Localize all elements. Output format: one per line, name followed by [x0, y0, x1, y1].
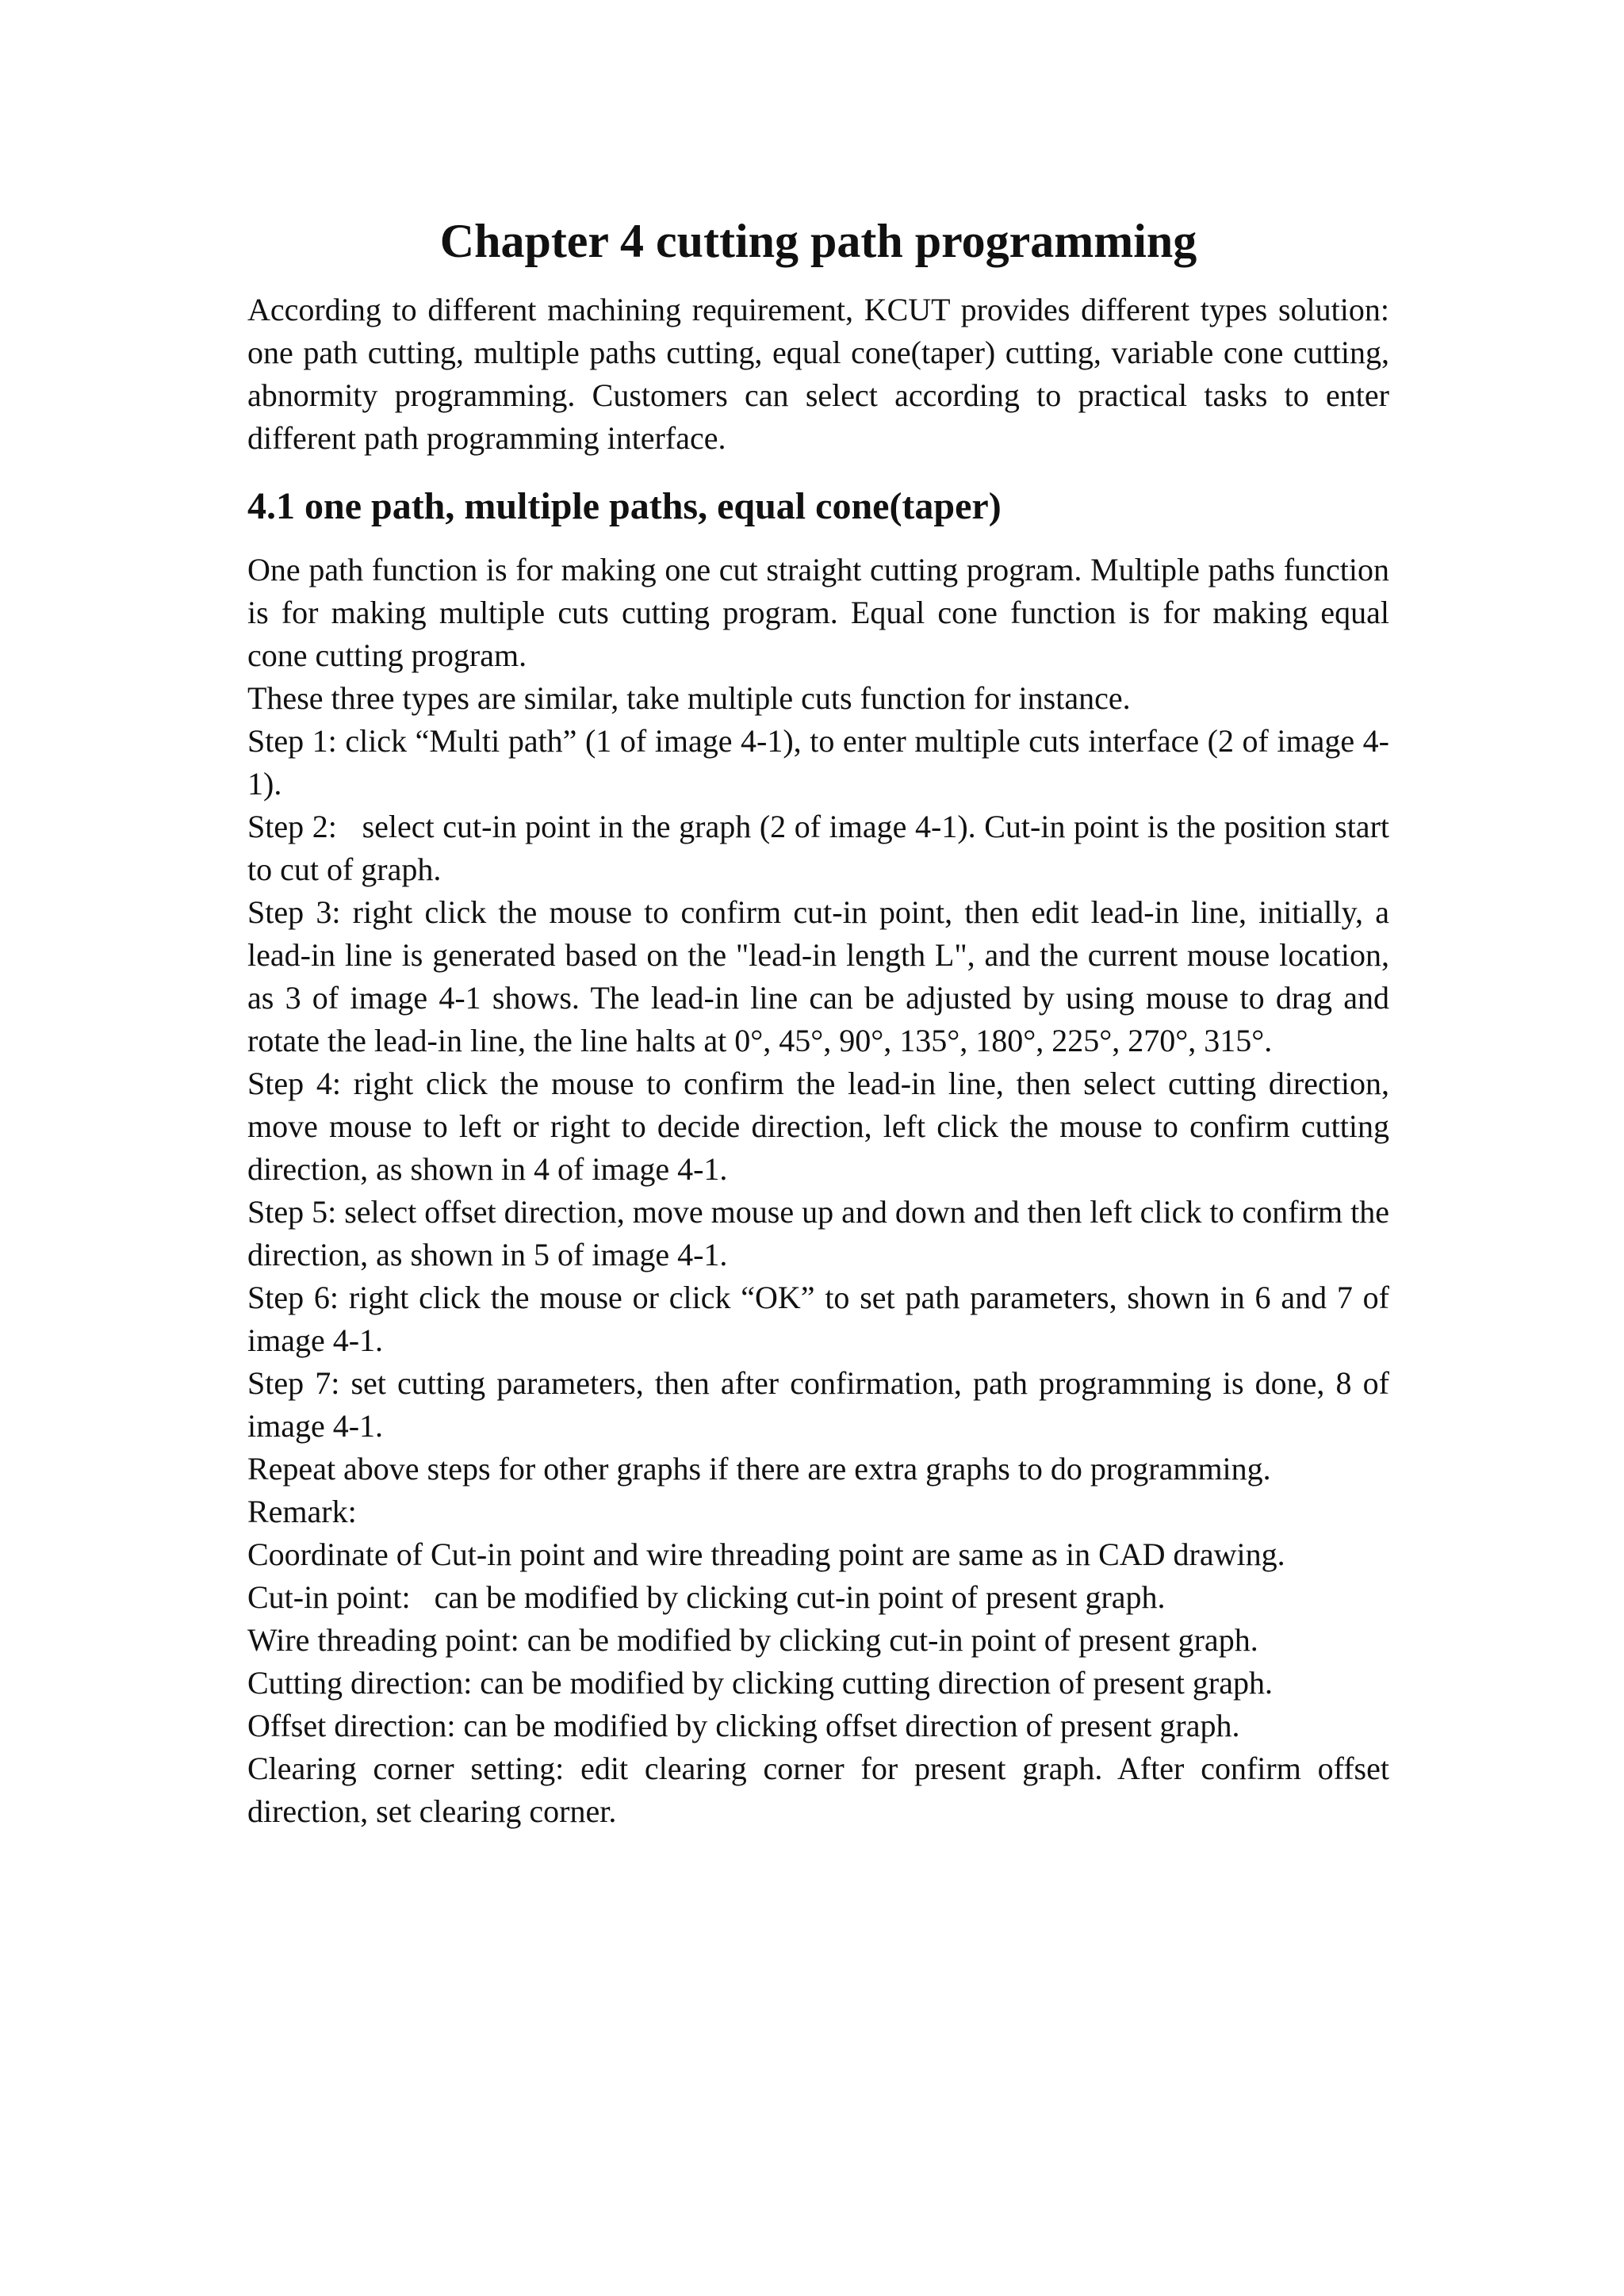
step-6: Step 6: right click the mouse or click “OK” to set path parameters, shown in 6 and 7 of image 4-1.: [247, 1280, 1389, 1358]
step-5: Step 5: select offset direction, move mouse up and down and then left click to confirm the direction, as shown in 5 of image 4-1.: [247, 1194, 1389, 1272]
chapter-title: Chapter 4 cutting path programming: [439, 215, 1197, 267]
remark-coordinate: Coordinate of Cut-in point and wire threading point are same as in CAD drawing.: [247, 1536, 1285, 1572]
remark-offset-direction: Offset direction: can be modified by clicking offset direction of present graph.: [247, 1708, 1240, 1743]
remark-cutting-direction: Cutting direction: can be modified by clicking cutting direction of present graph.: [247, 1665, 1273, 1701]
remark-clearing-corner: Clearing corner setting: edit clearing corner for present graph. After confirm offset direction, set clearing corner.: [247, 1751, 1389, 1829]
remark-label: Remark:: [247, 1494, 357, 1529]
intro-paragraph: According to different machining requirement, KCUT provides different types solution: one path cutting, multiple paths cutting, equal cone(taper) cutting, variable cone cutting, abnormity programming. Customers can select according to practical tasks to enter different path programming interface.: [247, 292, 1389, 456]
remark-cut-in-point: Cut-in point: can be modified by clicking cut-in point of present graph.: [247, 1579, 1166, 1615]
step-4: Step 4: right click the mouse to confirm the lead-in line, then select cutting direction, move mouse to left or right to decide direction, left click the mouse to confirm cutting direction, as shown in 4 of image 4-1.: [247, 1066, 1389, 1187]
step-3: Step 3: right click the mouse to confirm cut-in point, then edit lead-in line, initially, a lead-in line is generated based on the "lead-in length L", and the current mouse location, as 3 of image 4-1 shows. The lead-in line can be adjusted by using mouse to drag and rotate the lead-in line, the line halts at 0°, 45°, 90°, 135°, 180°, 225°, 270°, 315°.: [247, 894, 1389, 1058]
step-7: Step 7: set cutting parameters, then after confirmation, path programming is done, 8 of image 4-1.: [247, 1365, 1389, 1444]
remark-wire-threading-point: Wire threading point: can be modified by clicking cut-in point of present graph.: [247, 1622, 1258, 1658]
body-paragraph-functions: One path function is for making one cut straight cutting program. Multiple paths function is for making multiple cuts cutting program. Equal cone function is for making equal cone cutting program.: [247, 552, 1389, 673]
document-page: [247, 208, 1389, 1833]
step-2: Step 2: select cut-in point in the graph (2 of image 4-1). Cut-in point is the position start to cut of graph.: [247, 809, 1389, 887]
section-heading: 4.1 one path, multiple paths, equal cone(taper): [247, 485, 1002, 527]
repeat-note: Repeat above steps for other graphs if there are extra graphs to do programming.: [247, 1451, 1271, 1487]
step-1: Step 1: click “Multi path” (1 of image 4-1), to enter multiple cuts interface (2 of image 4-1).: [247, 723, 1389, 802]
body-paragraph-similar-types: These three types are similar, take multiple cuts function for instance.: [247, 680, 1131, 716]
